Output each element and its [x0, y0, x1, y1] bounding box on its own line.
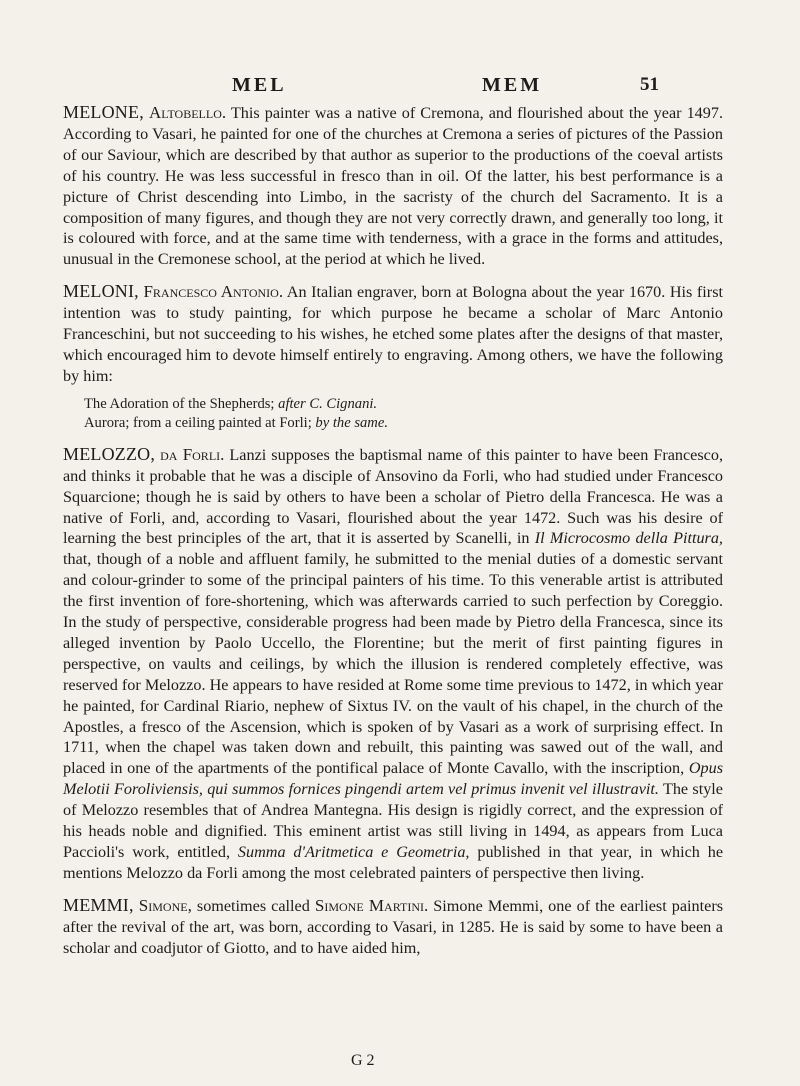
- entry-text: sometimes called: [196, 896, 310, 915]
- entry-subname: Simone,: [138, 895, 192, 915]
- entry-melozzo: [63, 444, 723, 884]
- works-list: [63, 395, 723, 433]
- work-item: [84, 395, 723, 414]
- header-left-guide-word: MEL: [232, 74, 287, 96]
- spacer: [63, 433, 723, 444]
- work-credit: after C. Cignani.: [278, 395, 378, 412]
- entry-name: MELONI,: [63, 281, 139, 302]
- page-body: [63, 102, 723, 959]
- spacer: [63, 884, 723, 895]
- entry-name: MEMMI,: [63, 894, 134, 915]
- entry-text: published in that year, in which he mentions Melozzo da Forli among the most celebrated painters of perspective then living.: [63, 843, 724, 882]
- entry-subname: da Forli.: [160, 444, 225, 464]
- entry-name: MELONE,: [63, 102, 144, 122]
- spacer: [63, 270, 723, 281]
- running-header: [0, 74, 800, 104]
- entry-text: An Italian engraver, born at Bologna about the year 1670. His first intention was to study painting, for which purpose he became a scholar of Marc Antonio Franceschini, but not succeeding to his wishes, he etched some plates after the designs of that master, which encouraged him to devote himself entirely to engraving. Among others, we have the following by him:: [63, 283, 723, 385]
- entry-text: Lanzi supposes the baptismal name of this painter to have been Francesco, and thinks it probable that he was a disciple of Ansovino da Forli, who had studied under Francesco Squarcione; though he is said by others to have been a scholar of Pietro della Francesca. He was a native of Forli, and, according to Vasari, flourished about the year 1472. Such was his desire of learning the best principles of the art, that it is asserted by Scanelli, in: [63, 445, 723, 548]
- book-title: Il Microcosmo della Pittura,: [534, 529, 723, 548]
- entry-subname: Francesco Antonio.: [143, 282, 284, 302]
- entry-meloni: [63, 281, 723, 387]
- entry-alias: Simone Martini.: [314, 895, 429, 915]
- header-right-guide-word: MEM: [482, 74, 543, 96]
- page-number: 51: [640, 74, 659, 95]
- entry-text: The style of Melozzo resembles that of Andrea Mantegna. His design is rigidly correct, and the expression of his heads noble and dignified. This eminent artist was still living in 1494, as appears from Luca Paccioli's work, entitled,: [63, 780, 723, 861]
- entry-memmi: [63, 895, 723, 959]
- signature-mark: G 2: [351, 1052, 375, 1069]
- entry-text: Simone Memmi, one of the earliest painters after the revival of the art, was born, according to Vasari, in 1285. He is said by some to have been a scholar and coadjutor of Giotto, and to have aided him,: [63, 896, 724, 957]
- work-title: The Adoration of the Shepherds;: [84, 395, 275, 412]
- entry-text: This painter was a native of Cremona, and flourished about the year 1497. According to Vasari, he painted for one of the churches at Cremona a series of pictures of the Passion of our Saviour, which are described by that author as superior to the productions of the coeval artists of his country. He was less successful in fresco than in oil. Of the latter, his best performance is a picture of Christ descending into Limbo, in the sacristy of the church del Sacramento. It is a composition of many figures, and though they are not very correctly drawn, and generally too long, it is coloured with force, and at the same time with tenderness, with a grace in the forms and attitudes, unusual in the Cremonese school, at the period at which he lived.: [63, 104, 723, 269]
- work-credit: by the same.: [315, 414, 388, 431]
- work-title: Aurora; from a ceiling painted at Forli;: [84, 414, 312, 431]
- inscription: Opus Melotii Foroliviensis, qui summos fornices pingendi artem vel primus invenit vel illustravit.: [63, 759, 723, 799]
- entry-melone: [63, 102, 723, 270]
- entry-subname: Altobello.: [148, 103, 227, 122]
- work-item: [84, 414, 723, 433]
- book-title: Summa d'Aritmetica e Geometria,: [237, 843, 470, 861]
- entry-text: that, though of a noble and affluent family, he submitted to the menial duties of a domestic servant and colour-grinder to some of the principal painters of his time. To this venerable artist is attributed the first invention of fore-shortening, which was afterwards carried to such perfection by Coreggio. In the study of perspective, considerable progress had been made by Pietro della Francesca, since its alleged invention by Paolo Uccello, the Florentine; but the merit of first painting figures in perspective, on vaults and ceilings, by which the illusion is rendered completely effective, was reserved for Melozzo. He appears to have resided at Rome some time previous to 1472, in which year he painted, for Cardinal Riario, nephew of Sixtus IV. on the vault of his chapel, in the church of the Apostles, a fresco of the Ascension, which is spoken of by Vasari as a work of surprising effect. In 1711, when the chapel was taken down and rebuilt, this painting was sawed out of the wall, and placed in one of the apartments of the pontifical palace of Monte Cavallo, with the inscription,: [63, 550, 723, 778]
- entry-name: MELOZZO,: [63, 443, 156, 464]
